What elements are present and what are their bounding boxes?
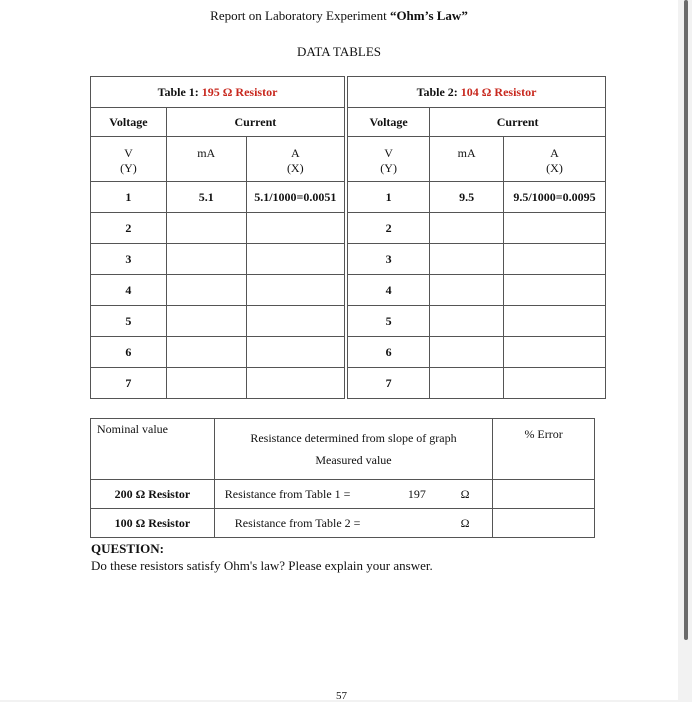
table1-voltage-cell: 1 (91, 182, 167, 213)
data-tables-heading: DATA TABLES (297, 44, 381, 59)
table2-a-cell (504, 306, 606, 337)
percent-error-cell (493, 509, 595, 538)
resistor-label: 100 Ω Resistor (91, 509, 215, 538)
table1-voltage-cell: 5 (91, 306, 167, 337)
table2-voltage-cell: 6 (346, 337, 430, 368)
table1-a-cell (246, 368, 346, 399)
table1-ma-cell (166, 337, 246, 368)
table1-a-cell (246, 306, 346, 337)
table2-voltage-cell: 1 (346, 182, 430, 213)
slope-header-cell (214, 419, 492, 480)
table2-ma-cell (430, 337, 504, 368)
table2-unit-x: (X) (504, 161, 606, 182)
table1-unit-a: A (246, 137, 346, 162)
resistance-table (90, 418, 595, 538)
percent-error-cell (493, 480, 595, 509)
resistance-value (396, 509, 438, 538)
resistance-text: Resistance from Table 1 = (214, 480, 396, 509)
resistance-value: 197 (396, 480, 438, 509)
table2-current-header: Current (430, 108, 606, 137)
table1-voltage-cell: 7 (91, 368, 167, 399)
table-row (91, 509, 595, 538)
scrollbar[interactable] (684, 0, 688, 640)
table1-a-cell (246, 275, 346, 306)
report-title (0, 8, 678, 24)
table1-a-cell (246, 213, 346, 244)
measured-value-header: Measured value (315, 453, 392, 467)
table2-a-cell (504, 337, 606, 368)
table2-voltage-cell: 5 (346, 306, 430, 337)
table-row (91, 275, 606, 306)
data-table (90, 76, 606, 399)
table1-ma-cell (166, 368, 246, 399)
table2-caption-value: 104 Ω Resistor (460, 84, 537, 99)
table2-voltage-cell: 2 (346, 213, 430, 244)
table1-a-cell (246, 244, 346, 275)
table-row (91, 337, 606, 368)
table2-unit-a: A (504, 137, 606, 162)
ohm-unit: Ω (438, 509, 493, 538)
table2-ma-cell: 9.5 (430, 182, 504, 213)
table1-current-header: Current (166, 108, 346, 137)
table1-unit-ma: mA (166, 137, 246, 162)
table1-voltage-cell: 3 (91, 244, 167, 275)
table-row (91, 244, 606, 275)
table2-unit-y: (Y) (346, 161, 430, 182)
table1-ma-cell (166, 275, 246, 306)
question-text: Do these resistors satisfy Ohm's law? Please explain your answer. (91, 558, 433, 573)
table2-unit-ma: mA (430, 137, 504, 162)
table2-a-cell (504, 244, 606, 275)
table2-a-cell: 9.5/1000=0.0095 (504, 182, 606, 213)
table2-ma-cell (430, 244, 504, 275)
table2-ma-cell (430, 213, 504, 244)
table2-ma-cell (430, 275, 504, 306)
ohm-unit: Ω (438, 480, 493, 509)
table2-ma-cell (430, 306, 504, 337)
table1-a-cell: 5.1/1000=0.0051 (246, 182, 346, 213)
table1-unit-ma-blank (166, 161, 246, 182)
table-row (91, 368, 606, 399)
table2-voltage-cell: 4 (346, 275, 430, 306)
table-row (91, 306, 606, 337)
table2-a-cell (504, 213, 606, 244)
table2-caption (346, 77, 606, 108)
table2-a-cell (504, 368, 606, 399)
table1-ma-cell (166, 213, 246, 244)
table1-a-cell (246, 337, 346, 368)
table-row (91, 182, 606, 213)
table1-voltage-cell: 4 (91, 275, 167, 306)
table1-caption (91, 77, 346, 108)
table1-caption-label: Table 1: (157, 84, 202, 99)
nominal-value-header: Nominal value (91, 419, 215, 480)
table1-voltage-header: Voltage (91, 108, 167, 137)
report-title-bold: “Ohm’s Law” (389, 8, 468, 23)
table-row (91, 213, 606, 244)
table1-ma-cell (166, 306, 246, 337)
resistance-text: Resistance from Table 2 = (214, 509, 396, 538)
table1-unit-v: V (91, 137, 167, 162)
table2-unit-ma-blank (430, 161, 504, 182)
page-number: 57 (336, 690, 347, 702)
table-row (91, 480, 595, 509)
slope-header: Resistance determined from slope of graph (250, 431, 457, 445)
table2-voltage-cell: 7 (346, 368, 430, 399)
table2-caption-label: Table 2: (416, 84, 461, 99)
table2-a-cell (504, 275, 606, 306)
table2-voltage-cell: 3 (346, 244, 430, 275)
resistor-label: 200 Ω Resistor (91, 480, 215, 509)
table1-voltage-cell: 6 (91, 337, 167, 368)
table2-ma-cell (430, 368, 504, 399)
table2-voltage-header: Voltage (346, 108, 430, 137)
table1-ma-cell: 5.1 (166, 182, 246, 213)
percent-error-header: % Error (493, 419, 595, 480)
report-title-prefix: Report on Laboratory Experiment (210, 8, 390, 23)
table1-voltage-cell: 2 (91, 213, 167, 244)
question-label: QUESTION: (91, 541, 164, 556)
table1-unit-y: (Y) (91, 161, 167, 182)
table1-ma-cell (166, 244, 246, 275)
table1-caption-value: 195 Ω Resistor (201, 84, 278, 99)
table2-unit-v: V (346, 137, 430, 162)
table1-unit-x: (X) (246, 161, 346, 182)
